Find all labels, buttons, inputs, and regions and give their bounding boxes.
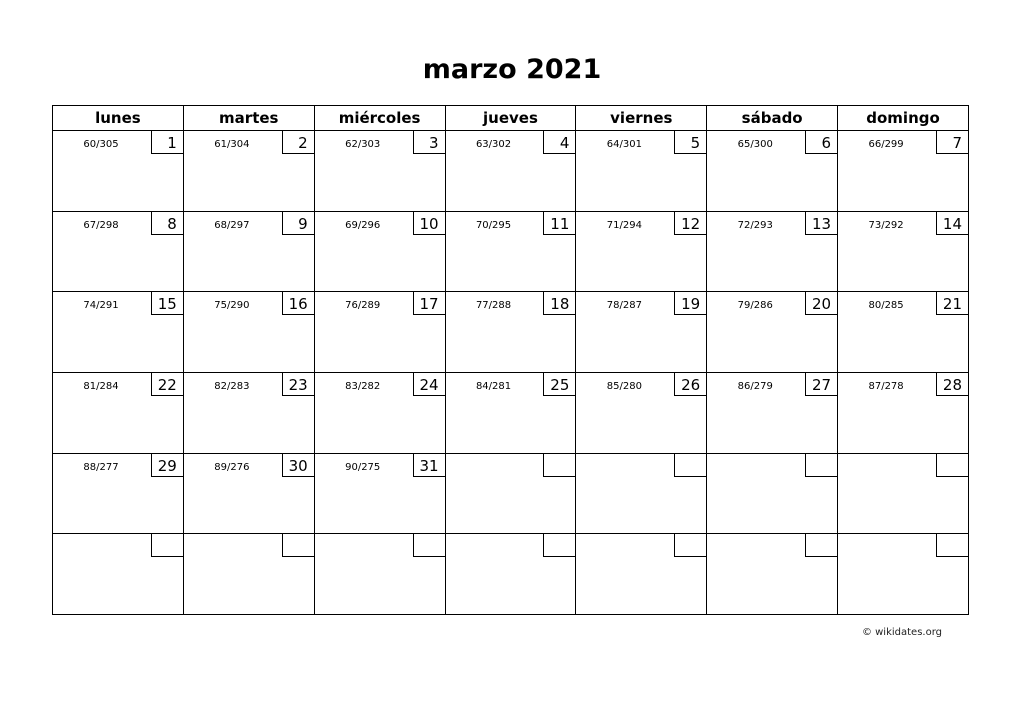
day-of-year-label: 61/304 bbox=[214, 139, 250, 150]
day-number-box bbox=[543, 453, 576, 477]
weekday-header-row bbox=[53, 106, 969, 131]
day-cell bbox=[53, 131, 184, 212]
day-number-box: 9 bbox=[282, 211, 315, 235]
day-cell bbox=[445, 534, 576, 615]
day-of-year-label: 76/289 bbox=[345, 300, 381, 312]
day-cell bbox=[576, 372, 707, 453]
day-cell bbox=[445, 211, 576, 292]
copyright-footer: © wikidates.org bbox=[861, 627, 942, 638]
day-number-box: 16 bbox=[282, 291, 315, 315]
day-cell bbox=[314, 211, 445, 292]
week-row bbox=[53, 131, 969, 212]
day-of-year-label: 69/296 bbox=[345, 219, 381, 231]
day-cell bbox=[707, 372, 838, 453]
day-cell bbox=[314, 131, 445, 212]
day-cell bbox=[838, 372, 969, 453]
day-of-year-label: 79/286 bbox=[737, 300, 773, 312]
day-number-box: 24 bbox=[413, 372, 446, 396]
day-cell bbox=[53, 372, 184, 453]
day-cell bbox=[838, 131, 969, 212]
day-cell bbox=[53, 211, 184, 292]
day-number-box: 10 bbox=[413, 211, 446, 235]
day-cell bbox=[314, 534, 445, 615]
day-number-box: 4 bbox=[543, 130, 576, 154]
week-row bbox=[53, 453, 969, 534]
day-of-year-label: 71/294 bbox=[606, 219, 642, 231]
day-number-box bbox=[674, 533, 707, 557]
day-cell bbox=[576, 453, 707, 534]
day-of-year-label: 66/299 bbox=[868, 139, 904, 150]
day-cell bbox=[183, 211, 314, 292]
day-of-year-label: 65/300 bbox=[737, 139, 773, 150]
day-number-box: 23 bbox=[282, 372, 315, 396]
day-cell bbox=[445, 372, 576, 453]
day-cell bbox=[838, 534, 969, 615]
week-row bbox=[53, 292, 969, 373]
day-cell bbox=[445, 131, 576, 212]
day-cell bbox=[445, 292, 576, 373]
day-of-year-label: 70/295 bbox=[475, 219, 512, 231]
weekday-header: lunes bbox=[53, 106, 184, 131]
calendar-body bbox=[53, 131, 969, 615]
day-number-box: 1 bbox=[151, 130, 184, 154]
day-number-box: 7 bbox=[936, 130, 969, 154]
day-of-year-label: 84/281 bbox=[475, 380, 512, 392]
day-of-year-label: 63/302 bbox=[475, 139, 512, 150]
day-of-year-label: 77/288 bbox=[475, 300, 512, 312]
day-of-year-label: 80/285 bbox=[868, 300, 904, 312]
page-title: marzo 2021 bbox=[422, 54, 602, 85]
day-cell bbox=[53, 534, 184, 615]
day-number-box: 22 bbox=[151, 372, 184, 396]
day-number-box: 30 bbox=[282, 453, 315, 477]
day-cell bbox=[183, 131, 314, 212]
day-number-box bbox=[674, 453, 707, 477]
day-of-year-label: 81/284 bbox=[83, 380, 119, 392]
day-cell bbox=[838, 292, 969, 373]
day-number-box bbox=[936, 533, 969, 557]
weekday-header: miércoles bbox=[314, 106, 445, 131]
day-of-year-label: 60/305 bbox=[83, 139, 119, 150]
day-cell bbox=[707, 534, 838, 615]
day-number-box: 25 bbox=[543, 372, 576, 396]
calendar-grid bbox=[52, 105, 969, 615]
day-cell bbox=[53, 453, 184, 534]
day-number-box: 12 bbox=[674, 211, 707, 235]
day-cell bbox=[838, 453, 969, 534]
day-number-box bbox=[543, 533, 576, 557]
day-number-box: 29 bbox=[151, 453, 184, 477]
day-cell bbox=[576, 211, 707, 292]
day-number-box: 17 bbox=[413, 291, 446, 315]
week-row bbox=[53, 211, 969, 292]
day-cell bbox=[576, 292, 707, 373]
day-cell bbox=[707, 211, 838, 292]
day-number-box: 2 bbox=[282, 130, 315, 154]
day-number-box: 6 bbox=[805, 130, 838, 154]
day-of-year-label: 75/290 bbox=[214, 300, 250, 312]
weekday-header: martes bbox=[183, 106, 314, 131]
day-number-box: 11 bbox=[543, 211, 576, 235]
day-cell bbox=[576, 534, 707, 615]
day-of-year-label: 88/277 bbox=[83, 461, 119, 473]
day-number-box: 18 bbox=[543, 291, 576, 315]
day-of-year-label: 67/298 bbox=[83, 219, 119, 231]
day-cell bbox=[707, 131, 838, 212]
day-of-year-label: 87/278 bbox=[868, 380, 904, 392]
day-of-year-label: 86/279 bbox=[737, 380, 773, 392]
day-cell bbox=[183, 372, 314, 453]
day-number-box bbox=[413, 533, 446, 557]
day-number-box: 13 bbox=[805, 211, 838, 235]
day-cell bbox=[314, 372, 445, 453]
day-cell bbox=[838, 211, 969, 292]
day-cell bbox=[53, 292, 184, 373]
weekday-header: jueves bbox=[445, 106, 576, 131]
day-number-box bbox=[805, 533, 838, 557]
day-of-year-label: 64/301 bbox=[606, 139, 642, 150]
day-number-box: 3 bbox=[413, 130, 446, 154]
day-of-year-label: 74/291 bbox=[83, 300, 119, 312]
day-of-year-label: 83/282 bbox=[345, 380, 381, 392]
day-of-year-label: 62/303 bbox=[345, 139, 381, 150]
day-number-box: 28 bbox=[936, 372, 969, 396]
day-of-year-label: 78/287 bbox=[606, 300, 642, 312]
day-cell bbox=[183, 453, 314, 534]
day-of-year-label: 89/276 bbox=[214, 461, 250, 473]
day-of-year-label: 72/293 bbox=[737, 219, 773, 231]
day-number-box bbox=[936, 453, 969, 477]
day-number-box: 19 bbox=[674, 291, 707, 315]
day-number-box: 15 bbox=[151, 291, 184, 315]
day-number-box: 5 bbox=[674, 130, 707, 154]
day-number-box: 21 bbox=[936, 291, 969, 315]
day-of-year-label: 90/275 bbox=[345, 461, 381, 473]
weekday-header: sábado bbox=[707, 106, 838, 131]
day-number-box: 20 bbox=[805, 291, 838, 315]
day-number-box bbox=[805, 453, 838, 477]
week-row bbox=[53, 372, 969, 453]
day-cell bbox=[183, 292, 314, 373]
day-cell bbox=[183, 534, 314, 615]
day-of-year-label: 82/283 bbox=[214, 380, 250, 392]
day-cell bbox=[314, 292, 445, 373]
day-cell bbox=[707, 292, 838, 373]
day-of-year-label: 85/280 bbox=[606, 380, 642, 392]
day-of-year-label: 68/297 bbox=[214, 219, 250, 231]
weekday-header: viernes bbox=[576, 106, 707, 131]
day-cell bbox=[576, 131, 707, 212]
weekday-header: domingo bbox=[838, 106, 969, 131]
day-number-box: 31 bbox=[413, 453, 446, 477]
day-number-box: 26 bbox=[674, 372, 707, 396]
day-cell bbox=[707, 453, 838, 534]
week-row bbox=[53, 534, 969, 615]
day-cell bbox=[445, 453, 576, 534]
day-number-box: 27 bbox=[805, 372, 838, 396]
day-number-box: 8 bbox=[151, 211, 184, 235]
day-number-box bbox=[282, 533, 315, 557]
day-number-box: 14 bbox=[936, 211, 969, 235]
day-number-box bbox=[151, 533, 184, 557]
day-of-year-label: 73/292 bbox=[868, 219, 904, 231]
day-cell bbox=[314, 453, 445, 534]
